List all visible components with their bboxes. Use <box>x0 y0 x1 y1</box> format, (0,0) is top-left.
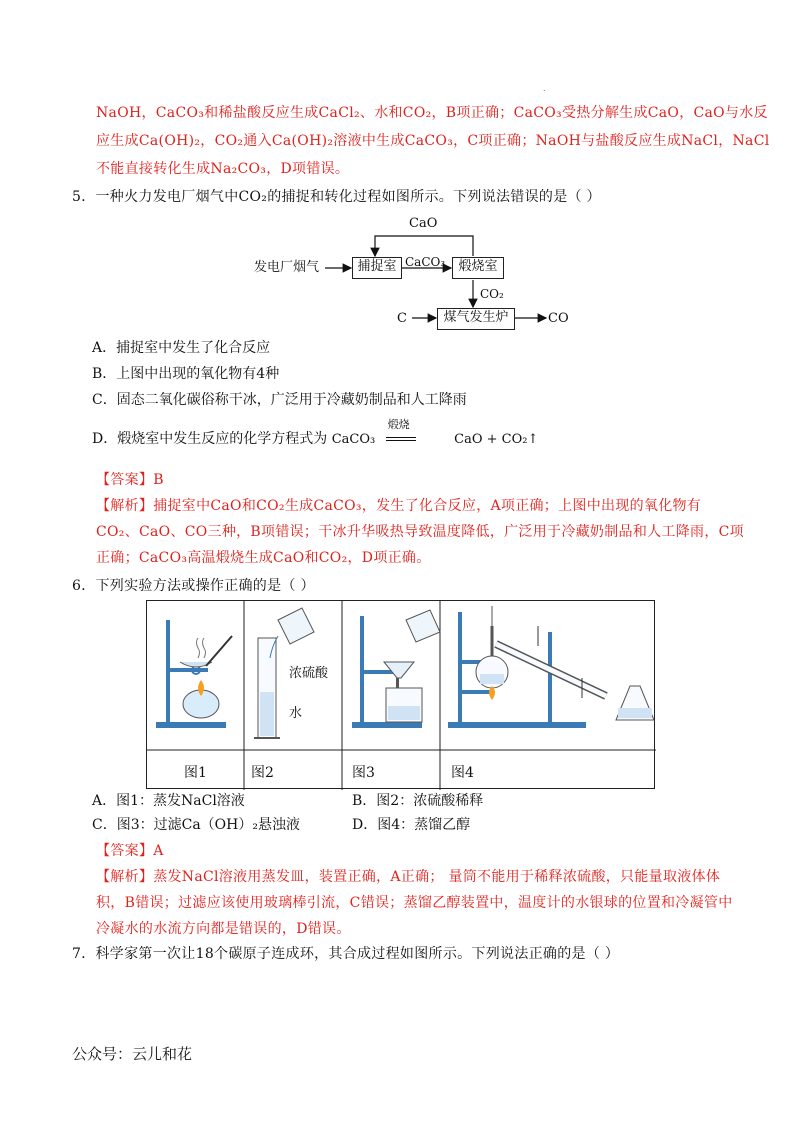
diagram-co-label: CO <box>548 311 569 326</box>
prev-explanation-line-3: 不能直接转化生成Na₂CO₃，D项错误。 <box>96 161 350 177</box>
footer-account: 公众号：云儿和花 <box>72 1045 193 1063</box>
q5-explanation-line-3: 正确；CaCO₃高温煅烧生成CaO和CO₂，D项正确。 <box>96 550 431 566</box>
q5-option-d <box>92 418 539 450</box>
diagram-gasifier-box: 煤气发生炉 <box>437 308 515 330</box>
q6-option-c: C．图3：过滤Ca（OH）₂悬浊液 <box>92 817 300 833</box>
prev-explanation-line-2: 应生成Ca(OH)₂，CO₂通入Ca(OH)₂溶液中生成CaCO₃，C项正确；NaOH与盐酸反应生成NaCl，NaCl <box>96 133 770 149</box>
fig2-water-label: 水 <box>289 706 303 721</box>
diagram-cao-label: CaO <box>409 216 438 231</box>
diagram-calcine-box: 煅烧室 <box>452 257 504 279</box>
q5-option-d-condition: 煅烧 <box>387 418 410 431</box>
q5-explanation-line-2: CO₂、CaO、CO三种，B项错误；干冰升华吸热导致温度降低，广泛用于冷藏奶制品和人工降雨，C项 <box>96 524 744 540</box>
q6-stem: 6．下列实验方法或操作正确的是（ ） <box>72 578 315 594</box>
q6-option-b: B．图2：浓硫酸稀释 <box>352 793 484 809</box>
q6-figure-table <box>146 600 656 790</box>
q6-explanation-line-2: 积，B错误；过滤应该使用玻璃棒引流，C错误；蒸馏乙醇装置中，温度计的水银球的位置和冷凝管中 <box>96 895 733 911</box>
q6-option-d: D．图4：蒸馏乙醇 <box>352 817 471 833</box>
fig-label-3: 图3 <box>352 765 375 781</box>
diagram-c-label: C <box>397 311 407 326</box>
q6-option-a: A．图1：蒸发NaCl溶液 <box>92 793 245 809</box>
q6-explanation-line-3: 冷凝水的水流方向都是错误的，D错误。 <box>96 921 351 937</box>
q5-answer: 【答案】B <box>96 472 164 488</box>
q5-explanation-line-1: 【解析】捕捉室中CaO和CO₂生成CaCO₃，发生了化合反应，A项正确；上图中出现的氧化物有 <box>96 498 702 514</box>
top-dot: . <box>543 84 546 93</box>
q5-option-d-prefix: D．煅烧室中发生反应的化学方程式为 <box>92 431 328 447</box>
diagram-source-label: 发电厂烟气 <box>254 260 320 275</box>
fig-label-4: 图4 <box>451 765 474 781</box>
q5-option-c: C．固态二氧化碳俗称干冰，广泛用于冷藏奶制品和人工降雨 <box>92 392 467 408</box>
q6-answer: 【答案】A <box>96 843 164 859</box>
q5-option-b: B．上图中出现的氧化物有4种 <box>92 366 280 382</box>
equation-double-line <box>386 437 416 441</box>
prev-explanation-line-1: NaOH，CaCO₃和稀盐酸反应生成CaCl₂、水和CO₂，B项正确；CaCO₃受热分解生成CaO，CaO与水反 <box>96 105 768 121</box>
diagram-caco3-label: CaCO₃ <box>405 255 446 269</box>
diagram-capture-box: 捕捉室 <box>352 257 402 279</box>
fig-label-1: 图1 <box>184 765 207 781</box>
q5-option-d-reactant: CaCO₃ <box>331 432 376 447</box>
q6-explanation-line-1: 【解析】蒸发NaCl溶液用蒸发皿，装置正确，A正确； 量筒不能用于稀释浓硫酸，只能量取液体体 <box>96 869 721 885</box>
fig2-acid-label: 浓硫酸 <box>289 666 329 681</box>
diagram-co2-label: CO₂ <box>480 287 504 301</box>
q5-stem: 5．一种火力发电厂烟气中CO₂的捕捉和转化过程如图所示。下列说法错误的是（ ） <box>72 189 601 205</box>
fig-label-2: 图2 <box>251 765 274 781</box>
q7-stem: 7．科学家第一次让18个碳原子连成环，其合成过程如图所示。下列说法正确的是（ ） <box>72 946 620 962</box>
q5-option-a: A．捕捉室中发生了化合反应 <box>92 340 271 356</box>
q5-option-d-products: CaO + CO₂↑ <box>454 432 539 447</box>
